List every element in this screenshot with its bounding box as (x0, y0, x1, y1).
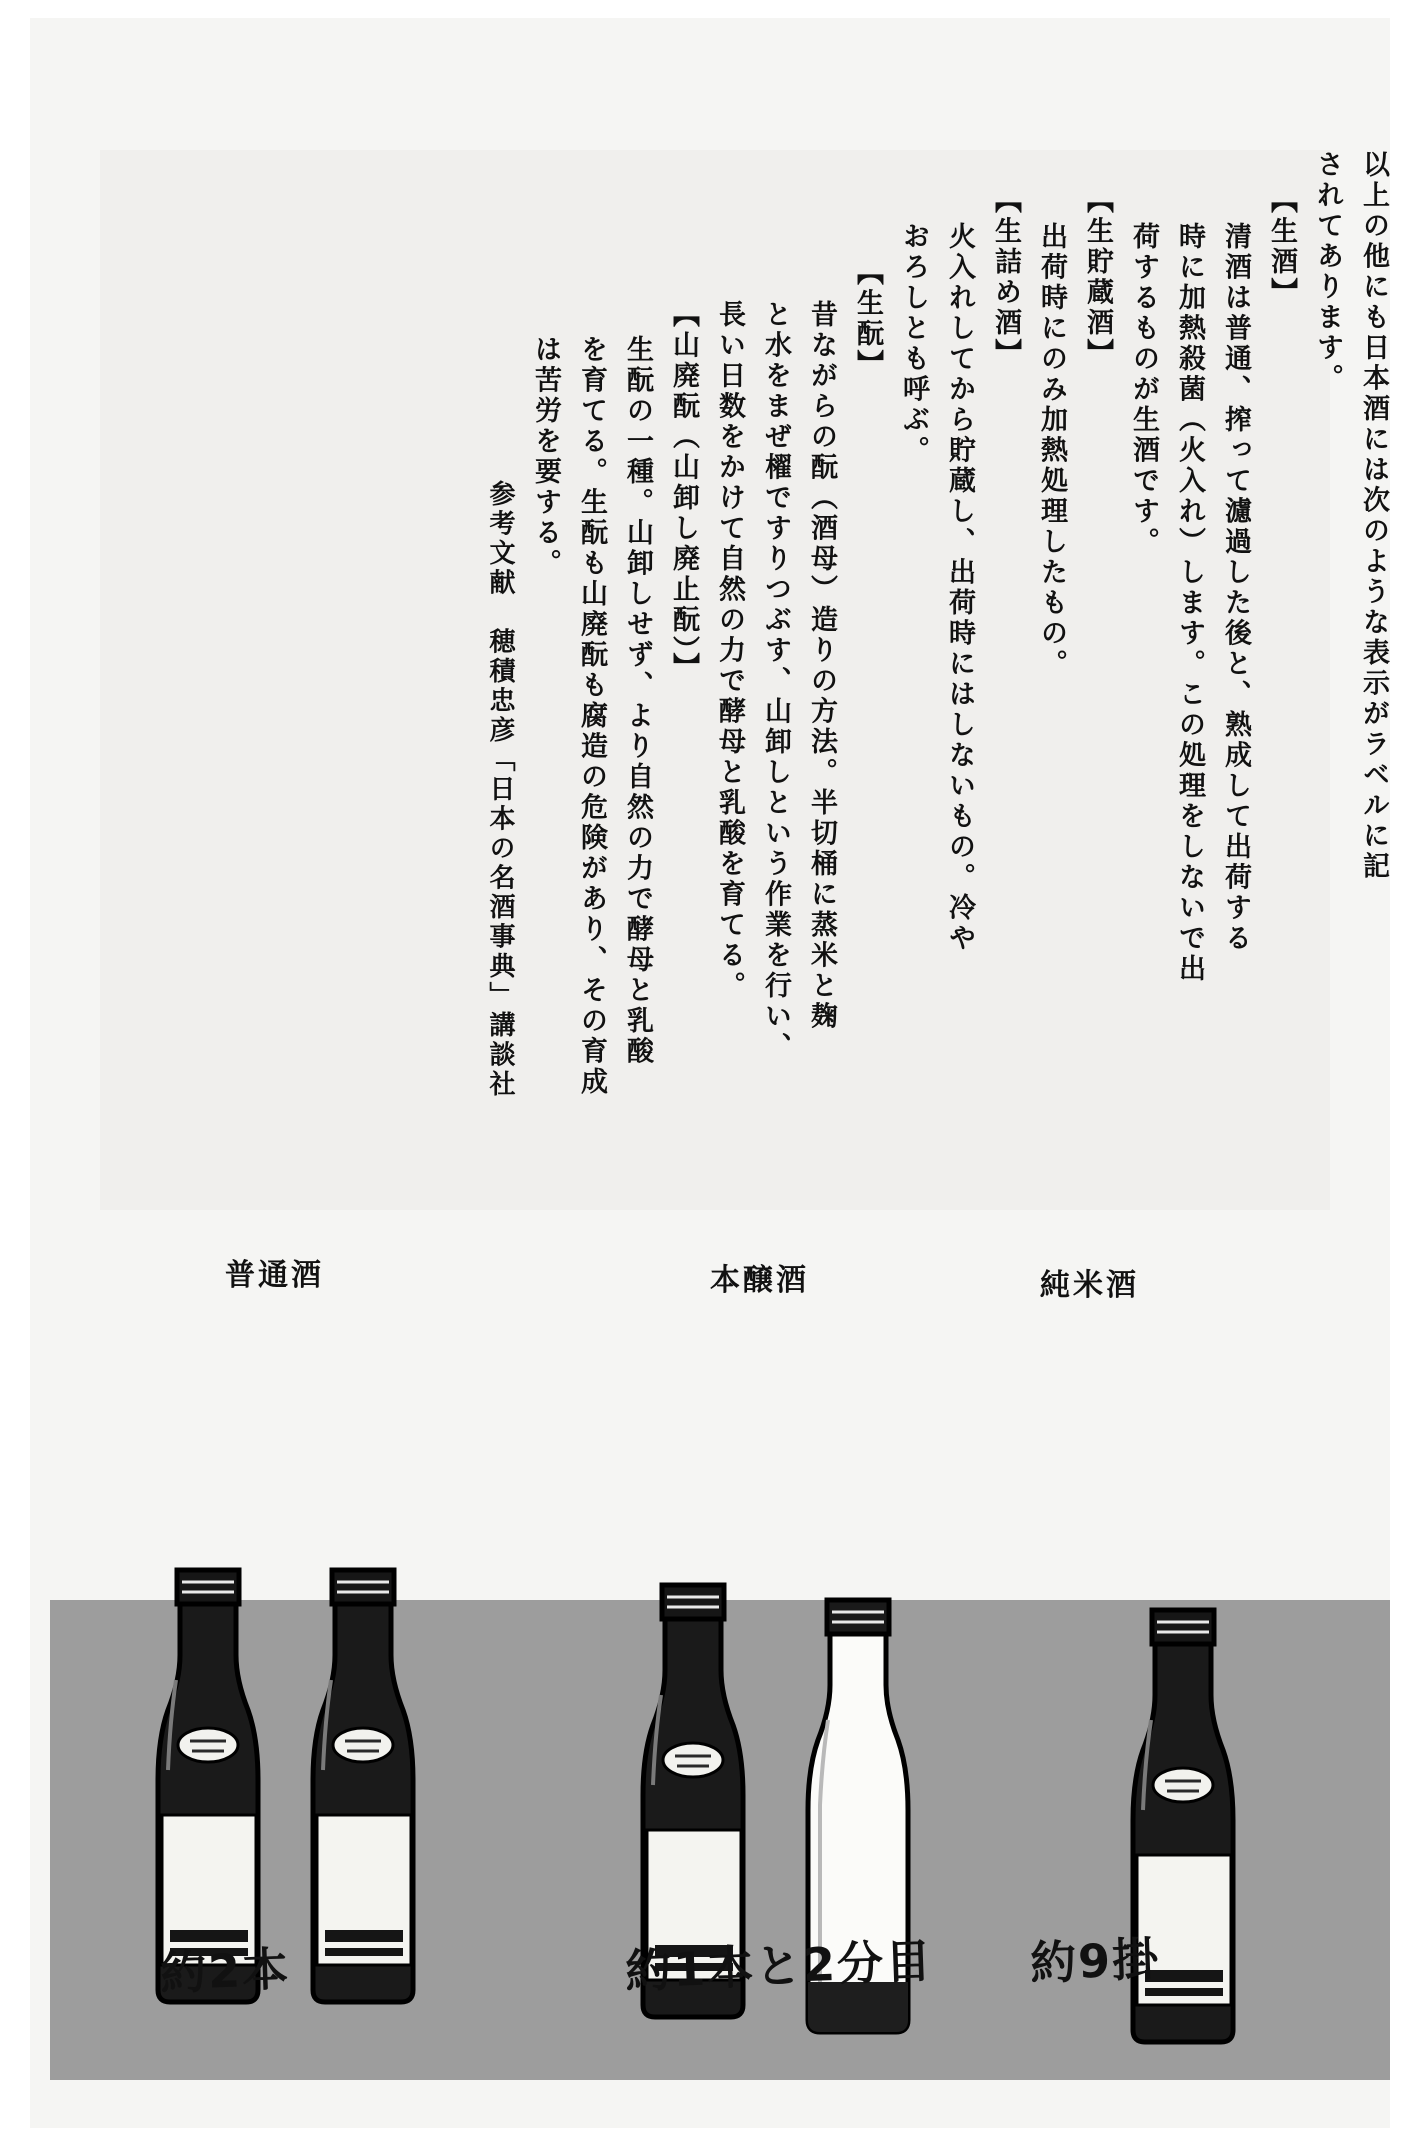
category-label-futsushu: 普通酒 (225, 1258, 324, 1293)
entry-namazake-line-1: 清酒は普通、搾って濾過した後と、熟成して出荷する (1220, 222, 1251, 954)
entry-kimoto-line-3: 長い日数をかけて自然の力で酵母と乳酸を育てる。 (714, 300, 745, 1002)
entry-namazumezake-line-1: 火入れしてから貯蔵し、出荷時にはしないもの。冷や (944, 222, 975, 954)
entry-heading-namazake: 【生酒】 (1266, 186, 1297, 308)
reference-line: 参考文献 穂積忠彦「日本の名酒事典」講談社 (485, 480, 515, 1100)
entry-yamahaimoto-line-3: は苦労を要する。 (530, 335, 561, 579)
intro-line-2: されてあります。 (1312, 150, 1343, 394)
quantity-label-futsushu: 約2本 (159, 1941, 292, 2001)
entry-kimoto-line-1: 昔ながらの酛（酒母）造りの方法。半切桶に蒸米と麹 (806, 300, 837, 1032)
entry-heading-yamahaimoto: 【山廃酛（山卸し廃止酛）】 (668, 300, 699, 683)
entry-yamahaimoto-line-2: を育てる。生酛も山廃酛も腐造の危険があり、その育成 (576, 335, 607, 1098)
intro-line-1: 以上の他にも日本酒には次のような表示がラベルに記 (1358, 150, 1389, 882)
quantity-label-junmaishu: 約9掛 (1029, 1931, 1162, 1991)
entry-namazake-line-3: 荷するものが生酒です。 (1128, 222, 1159, 558)
entry-namazumezake-line-2: おろしとも呼ぶ。 (898, 222, 929, 466)
entry-yamahaimoto-line-1: 生酛の一種。山卸しせず、より自然の力で酵母と乳酸 (622, 335, 653, 1067)
bottle-futsushu-2 (313, 1570, 413, 2002)
category-label-honjozoshu: 本醸酒 (710, 1263, 809, 1298)
entry-namachozoshu-line-1: 出荷時にのみ加熱処理したもの。 (1036, 222, 1067, 680)
entry-heading-namachozoshu: 【生貯蔵酒】 (1082, 186, 1113, 369)
category-label-junmaishu: 純米酒 (1040, 1268, 1139, 1303)
bottle-illustration (30, 1230, 1390, 2110)
entry-namazake-line-2: 時に加熱殺菌（火入れ）します。この処理をしないで出 (1174, 222, 1205, 985)
quantity-label-honjozoshu: 約1本と2分目 (624, 1933, 934, 1999)
vertical-text-block (267, 150, 1387, 1150)
entry-heading-namazumezake: 【生詰め酒】 (990, 186, 1021, 369)
entry-kimoto-line-2: と水をまぜ櫂ですりつぶす、山卸しという作業を行い、 (760, 300, 791, 1063)
entry-heading-kimoto: 【生酛】 (852, 258, 883, 380)
